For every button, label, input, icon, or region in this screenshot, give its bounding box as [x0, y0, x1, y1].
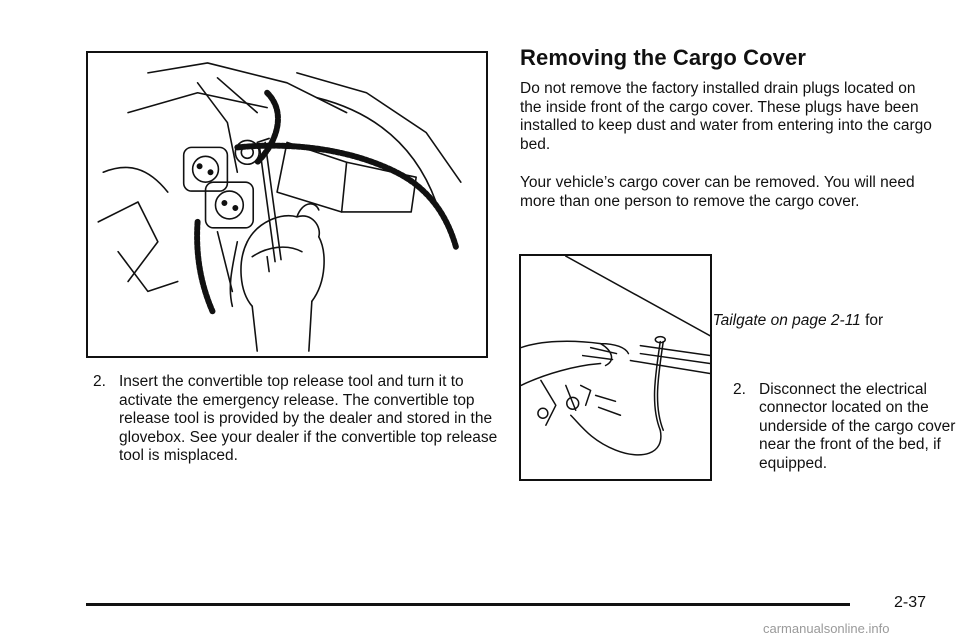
step-2-disconnect-connector — [733, 381, 959, 474]
electrical-connector-illustration — [519, 254, 712, 481]
step-text-after: for — [865, 311, 884, 329]
step-number: 2. — [733, 380, 746, 398]
step-text: Insert the convertible top release tool and turn it to activate the emergency release. The convertible top release tool is provided by the dealer and stored in the glovebox. See your dealer if the convertible top release tool is misplaced. — [119, 373, 498, 464]
step-text: Disconnect the electrical connector located on the underside of the cargo cover near the front of the bed, if equipped. — [759, 380, 956, 472]
step-2-release-tool — [93, 373, 514, 466]
convertible-top-release-illustration — [86, 51, 488, 358]
footer-divider — [86, 603, 850, 606]
section-heading: Removing the Cargo Cover — [520, 45, 807, 70]
paragraph-drain-plugs: Do not remove the factory installed drain plugs located on the inside front of the cargo cover. These plugs have been installed to keep dust and water from entering into the cargo bed. — [520, 80, 932, 153]
tailgate-page-reference[interactable]: Tailgate on page 2-11 — [712, 311, 861, 329]
page-number: 2-37 — [894, 594, 927, 611]
watermark: carmanualsonline.info — [763, 621, 890, 636]
paragraph-cargo-cover-removal: Your vehicle’s cargo cover can be removed. You will need more than one person to remove the cargo cover. — [520, 174, 915, 210]
step-number: 2. — [93, 373, 106, 390]
